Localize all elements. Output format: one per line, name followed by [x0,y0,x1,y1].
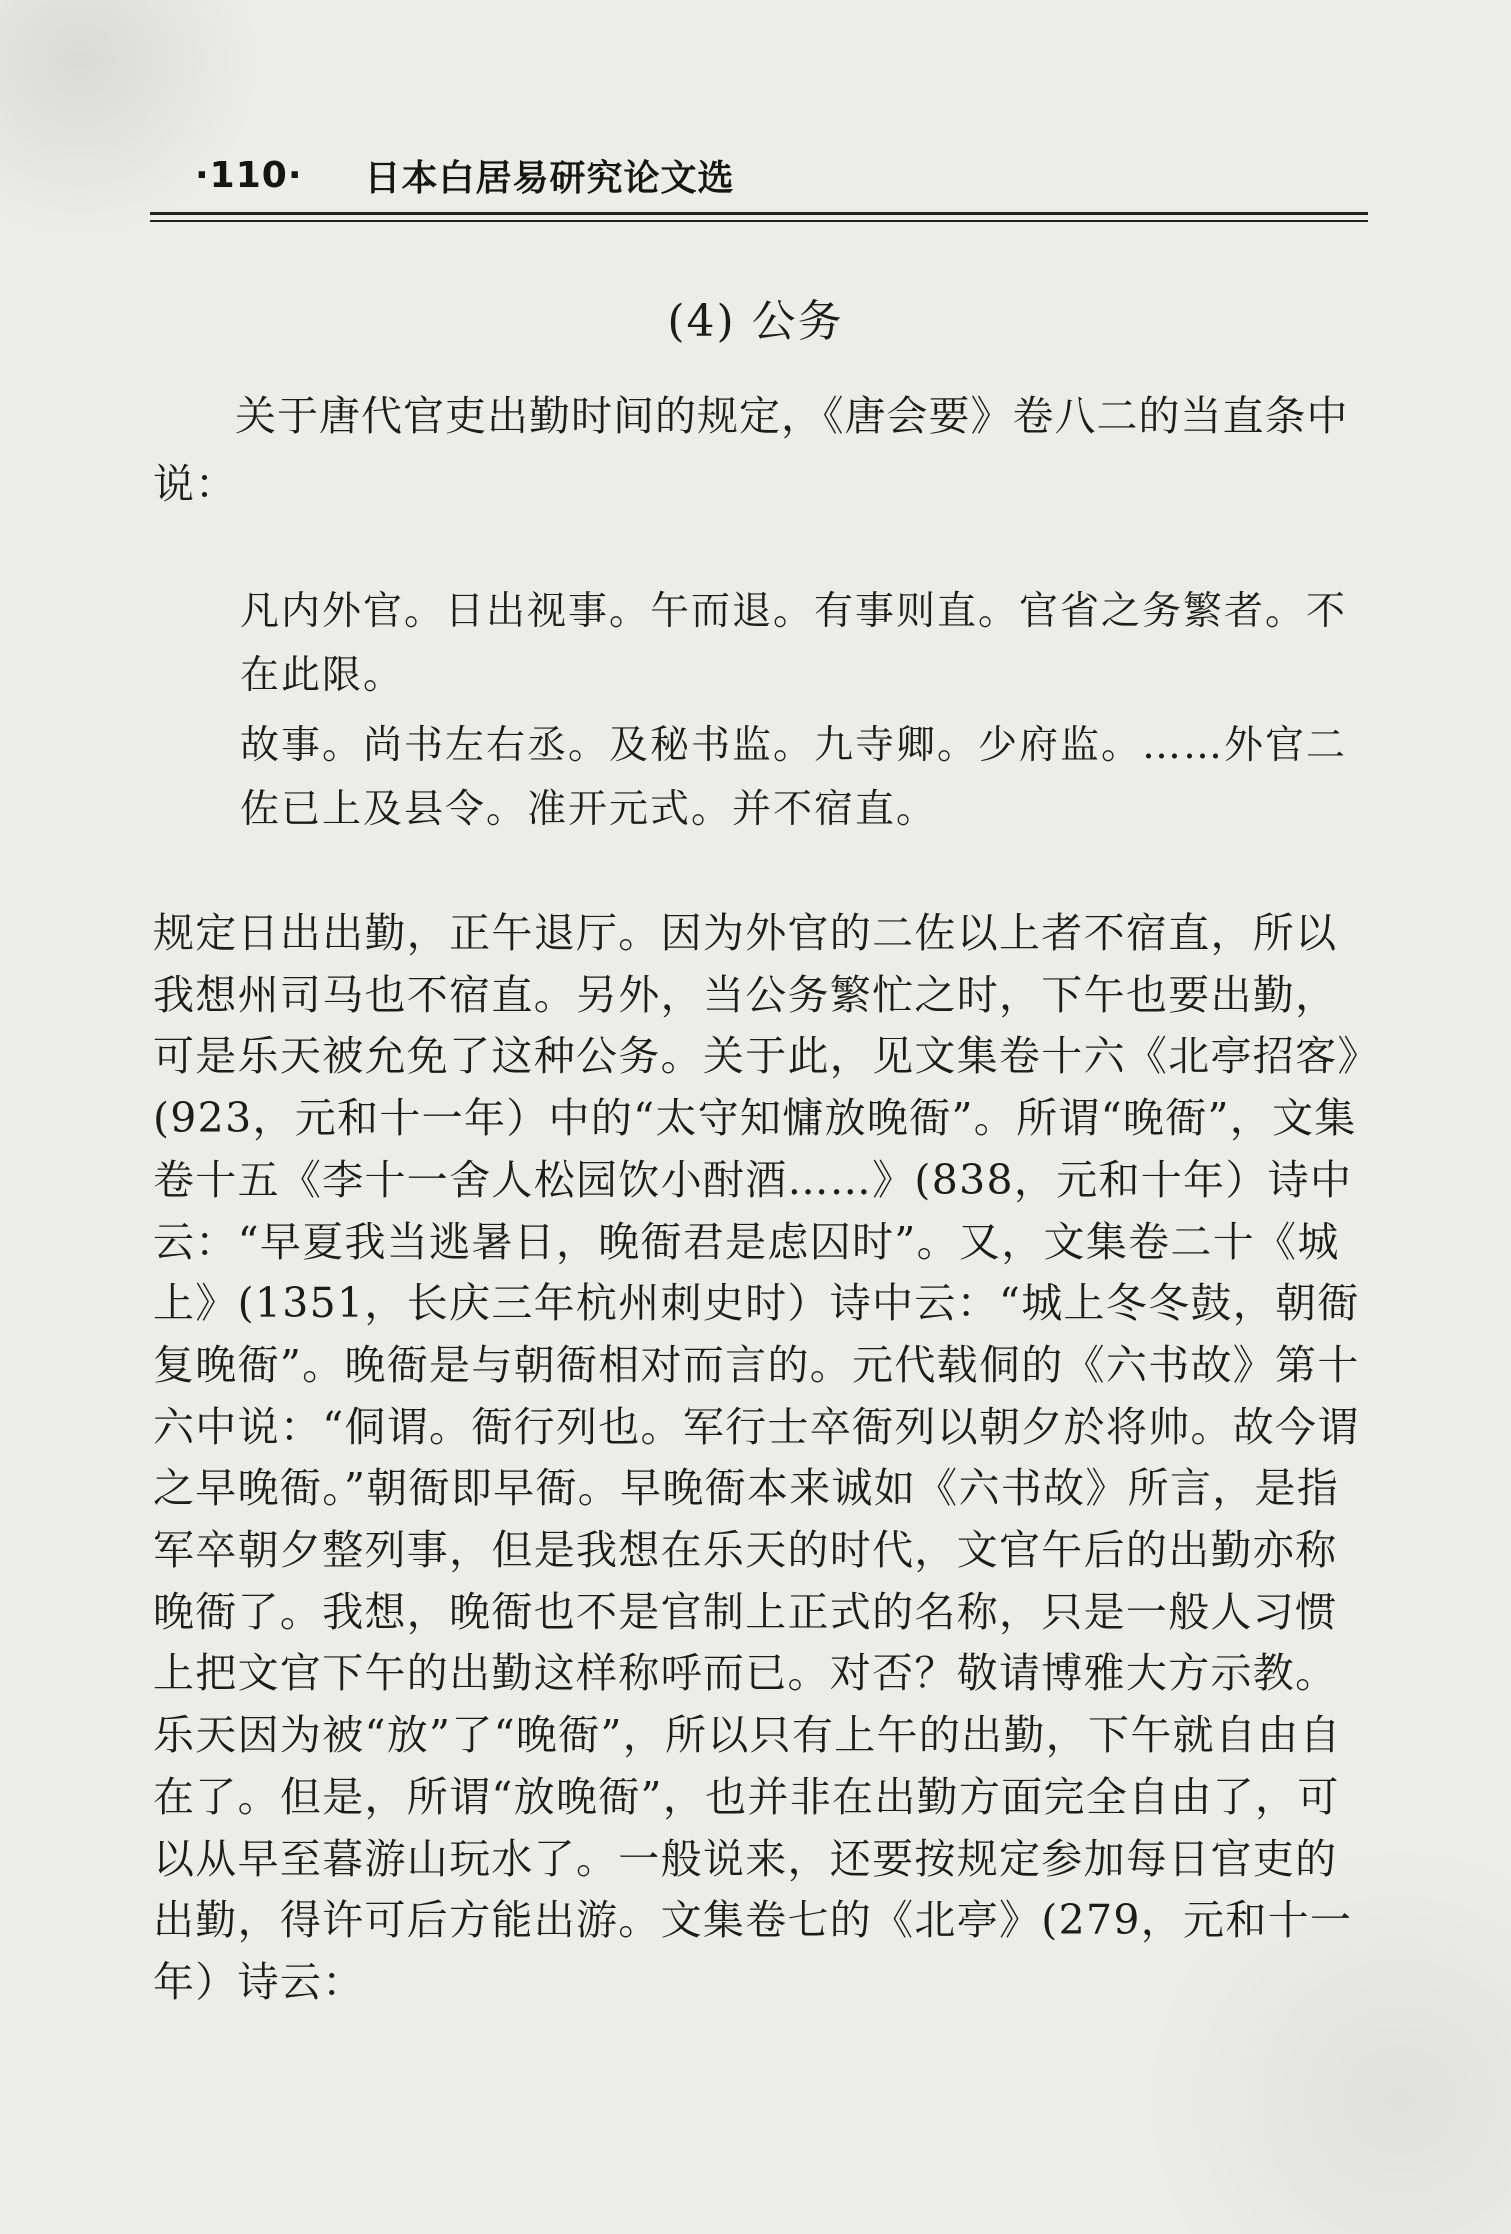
page-number: ·110· [195,154,303,196]
intro-paragraph: 关于唐代官吏出勤时间的规定，《唐会要》卷八二的当直条中说： [153,392,1349,508]
book-title: 日本白居易研究论文选 [364,157,735,199]
body-paragraph: 规定日出出勤，正午退厅。因为外官的二佐以上者不宿直，所以我想州司马也不宿直。另外，当公务繁忙之时，下午也要出勤，可是乐天被允免了这种公务。关于此，见文集卷十六《北亭招客》(923，元和十一年）中的“太守知慵放晚衙”。所谓“晚衙”，文集卷十五《李十一舍人松园饮小酎酒……》(838，元和十年）诗中云：“早夏我当逃暑日，晚衙君是虑囚时”。又，文集卷二十《城上》(1351，长庆三年杭州刺史时）诗中云：“城上冬冬鼓，朝衙复晚衙”。晚衙是与朝衙相对而言的。元代载侗的《六书故》第十六中说：“侗谓。衙行列也。军行士卒衙列以朝夕於将帅。故今谓之早晚衙。”朝衙即早衙。早晚衙本来诚如《六书故》所言，是指军卒朝夕整列事，但是我想在乐天的时代，文官午后的出勤亦称晚衙了。我想，晚衙也不是官制上正式的名称，只是一般人习惯上把文官下午的出勤这样称呼而已。对否？敬请博雅大方示教。乐天因为被“放”了“晚衙”，所以只有上午的出勤，下午就自由自在了。但是，所谓“放晚衙”，也并非在出勤方面完全自由了，可以从早至暮游山玩水了。一般说来，还要按规定参加每日官吏的出勤，得许可后方能出游。文集卷七的《北亭》(279，元和十一年）诗云： [153,909,1360,2006]
section-title: (4) 公务 [667,296,844,347]
running-header [195,145,1360,205]
header-rule-thin [150,220,1368,222]
quoted-passage-1: 凡内外官。日出视事。午而退。有事则直。官省之务繁者。不在此限。 [240,589,1348,698]
header-rule-thick [150,212,1368,215]
quoted-passage-2: 故事。尚书左右丞。及秘书监。九寺卿。少府监。……外官二佐已上及县令。准开元式。并不宿直。 [240,723,1348,832]
